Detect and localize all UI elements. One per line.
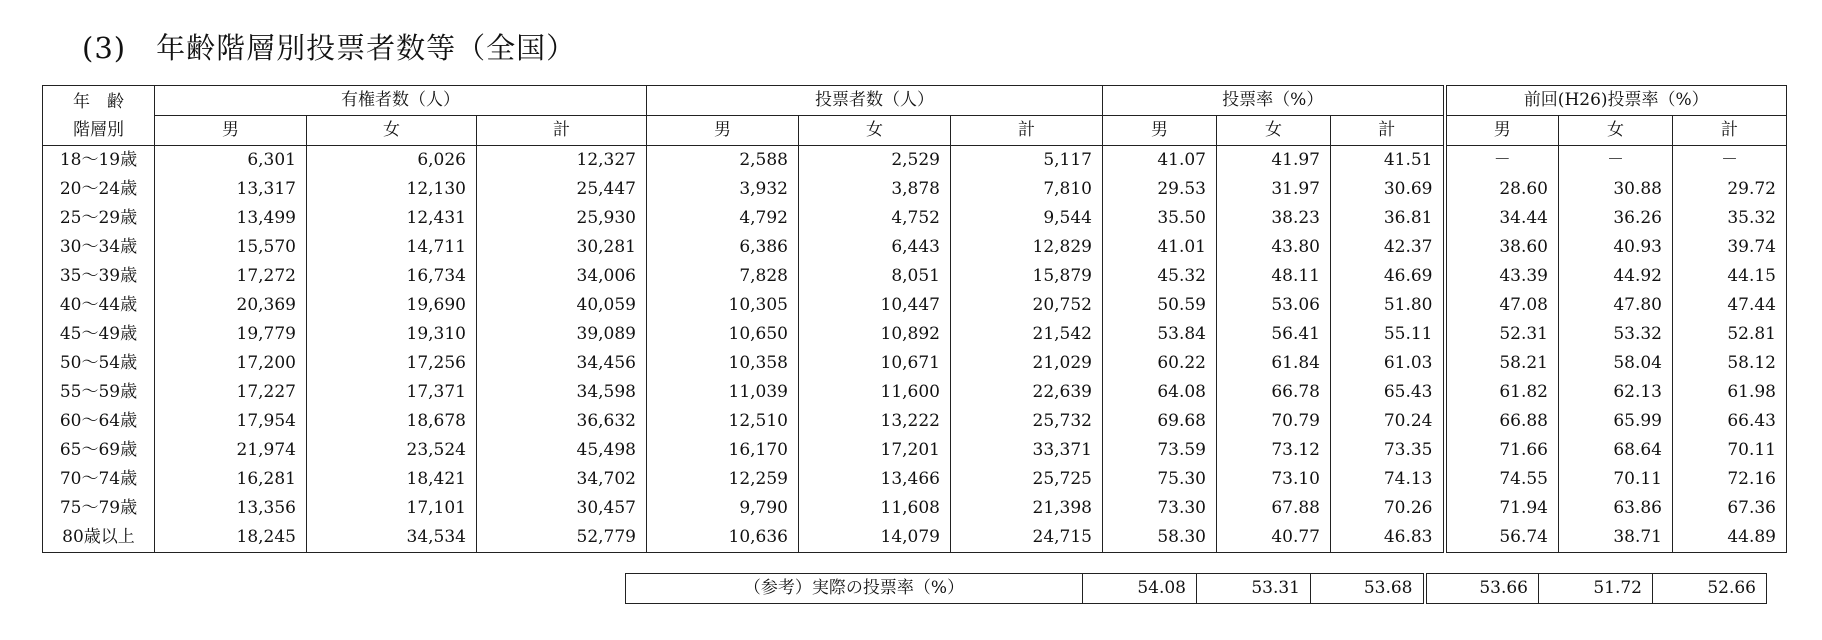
electorate-male-cell: 21,974: [155, 436, 307, 465]
previous-turnout-male-cell: 56.74: [1445, 523, 1559, 553]
previous-turnout-female-cell: 58.04: [1559, 349, 1673, 378]
age-group-cell: 18～19歳: [43, 146, 155, 176]
previous-turnout-total-cell: 61.98: [1673, 378, 1787, 407]
turnout-female-cell: 31.97: [1217, 175, 1331, 204]
voters-total-cell: 15,879: [951, 262, 1103, 291]
turnout-female-cell: 38.23: [1217, 204, 1331, 233]
electorate-total-cell: 52,779: [477, 523, 647, 553]
electorate-female-cell: 23,524: [307, 436, 477, 465]
electorate-group-header: 有権者数（人）: [155, 86, 647, 116]
sub-header-total: 計: [1331, 116, 1445, 146]
table-row: [43, 349, 1787, 378]
previous-turnout-total-cell: 72.16: [1673, 465, 1787, 494]
voters-total-cell: 12,829: [951, 233, 1103, 262]
turnout-total-cell: 61.03: [1331, 349, 1445, 378]
voters-total-cell: 24,715: [951, 523, 1103, 553]
sub-header-male: 男: [647, 116, 799, 146]
sub-header-total: 計: [1673, 116, 1787, 146]
turnout-by-age-table: [42, 85, 1787, 553]
electorate-female-cell: 14,711: [307, 233, 477, 262]
electorate-female-cell: 17,371: [307, 378, 477, 407]
turnout-female-cell: 53.06: [1217, 291, 1331, 320]
table-row: [43, 436, 1787, 465]
previous-turnout-male-cell: 47.08: [1445, 291, 1559, 320]
electorate-female-cell: 18,421: [307, 465, 477, 494]
table-row: [43, 494, 1787, 523]
electorate-total-cell: 40,059: [477, 291, 647, 320]
electorate-female-cell: 17,256: [307, 349, 477, 378]
electorate-total-cell: 25,930: [477, 204, 647, 233]
turnout-total-cell: 51.80: [1331, 291, 1445, 320]
turnout-female-cell: 48.11: [1217, 262, 1331, 291]
turnout-total-cell: 36.81: [1331, 204, 1445, 233]
age-group-cell: 60～64歳: [43, 407, 155, 436]
electorate-female-cell: 16,734: [307, 262, 477, 291]
table-row: [43, 262, 1787, 291]
table-row: [43, 407, 1787, 436]
sub-header-total: 計: [477, 116, 647, 146]
voters-group-header: 投票者数（人）: [647, 86, 1103, 116]
electorate-male-cell: 6,301: [155, 146, 307, 176]
electorate-male-cell: 17,272: [155, 262, 307, 291]
previous-turnout-female-cell: 68.64: [1559, 436, 1673, 465]
voters-female-cell: 2,529: [799, 146, 951, 176]
voters-female-cell: 3,878: [799, 175, 951, 204]
voters-total-cell: 20,752: [951, 291, 1103, 320]
previous-turnout-female-cell: 44.92: [1559, 262, 1673, 291]
turnout-female-cell: 40.77: [1217, 523, 1331, 553]
previous-turnout-total-cell: 44.89: [1673, 523, 1787, 553]
turnout-female-cell: 56.41: [1217, 320, 1331, 349]
turnout-female-cell: 41.97: [1217, 146, 1331, 176]
electorate-female-cell: 19,310: [307, 320, 477, 349]
previous-turnout-female-cell: 63.86: [1559, 494, 1673, 523]
electorate-male-cell: 16,281: [155, 465, 307, 494]
voters-total-cell: 21,542: [951, 320, 1103, 349]
table-row: [43, 320, 1787, 349]
sub-header-male: 男: [155, 116, 307, 146]
electorate-female-cell: 12,431: [307, 204, 477, 233]
previous-turnout-male-cell: 52.31: [1445, 320, 1559, 349]
previous-turnout-female-cell: 47.80: [1559, 291, 1673, 320]
age-group-cell: 20～24歳: [43, 175, 155, 204]
age-header-line-2: 階層別: [73, 119, 124, 140]
voters-female-cell: 10,671: [799, 349, 951, 378]
turnout-female-cell: 66.78: [1217, 378, 1331, 407]
sub-header-female: 女: [1217, 116, 1331, 146]
age-group-cell: 50～54歳: [43, 349, 155, 378]
electorate-male-cell: 13,317: [155, 175, 307, 204]
turnout-male-cell: 41.07: [1103, 146, 1217, 176]
reference-previous-male: 53.66: [1425, 574, 1539, 604]
previous-turnout-female-cell: 36.26: [1559, 204, 1673, 233]
previous-turnout-total-cell: 66.43: [1673, 407, 1787, 436]
voters-male-cell: 12,259: [647, 465, 799, 494]
turnout-male-cell: 58.30: [1103, 523, 1217, 553]
electorate-total-cell: 36,632: [477, 407, 647, 436]
previous-turnout-female-cell: 30.88: [1559, 175, 1673, 204]
previous-turnout-group-header: 前回(H26)投票率（%）: [1445, 86, 1787, 116]
turnout-female-cell: 67.88: [1217, 494, 1331, 523]
electorate-total-cell: 34,702: [477, 465, 647, 494]
reference-label: （参考）実際の投票率（%）: [626, 574, 1083, 604]
previous-turnout-total-cell: 70.11: [1673, 436, 1787, 465]
turnout-male-cell: 73.30: [1103, 494, 1217, 523]
turnout-total-cell: 42.37: [1331, 233, 1445, 262]
voters-total-cell: 33,371: [951, 436, 1103, 465]
turnout-total-cell: 73.35: [1331, 436, 1445, 465]
voters-total-cell: 21,029: [951, 349, 1103, 378]
voters-male-cell: 10,358: [647, 349, 799, 378]
age-group-cell: 40～44歳: [43, 291, 155, 320]
age-group-cell: 30～34歳: [43, 233, 155, 262]
voters-female-cell: 14,079: [799, 523, 951, 553]
age-group-cell: 45～49歳: [43, 320, 155, 349]
previous-turnout-male-cell: 74.55: [1445, 465, 1559, 494]
table-body: [43, 146, 1787, 553]
previous-turnout-male-cell: 34.44: [1445, 204, 1559, 233]
electorate-male-cell: 17,227: [155, 378, 307, 407]
electorate-total-cell: 30,457: [477, 494, 647, 523]
voters-female-cell: 10,447: [799, 291, 951, 320]
turnout-male-cell: 64.08: [1103, 378, 1217, 407]
turnout-total-cell: 70.26: [1331, 494, 1445, 523]
previous-turnout-total-cell: 47.44: [1673, 291, 1787, 320]
age-group-cell: 55～59歳: [43, 378, 155, 407]
voters-total-cell: 25,732: [951, 407, 1103, 436]
turnout-male-cell: 45.32: [1103, 262, 1217, 291]
sub-header-female: 女: [307, 116, 477, 146]
previous-turnout-male-cell: 61.82: [1445, 378, 1559, 407]
sub-header-female: 女: [1559, 116, 1673, 146]
voters-female-cell: 6,443: [799, 233, 951, 262]
voters-female-cell: 13,222: [799, 407, 951, 436]
previous-turnout-male-cell: 38.60: [1445, 233, 1559, 262]
electorate-male-cell: 18,245: [155, 523, 307, 553]
electorate-total-cell: 34,598: [477, 378, 647, 407]
voters-total-cell: 5,117: [951, 146, 1103, 176]
previous-turnout-female-cell: 65.99: [1559, 407, 1673, 436]
reference-turnout-total: 53.68: [1311, 574, 1425, 604]
age-group-cell: 25～29歳: [43, 204, 155, 233]
table-row: [43, 378, 1787, 407]
voters-total-cell: 25,725: [951, 465, 1103, 494]
turnout-male-cell: 35.50: [1103, 204, 1217, 233]
electorate-male-cell: 17,200: [155, 349, 307, 378]
turnout-group-header: 投票率（%）: [1103, 86, 1445, 116]
previous-turnout-total-cell: 35.32: [1673, 204, 1787, 233]
previous-turnout-total-cell: 52.81: [1673, 320, 1787, 349]
voters-male-cell: 10,305: [647, 291, 799, 320]
age-group-cell: 75～79歳: [43, 494, 155, 523]
table-row: [43, 291, 1787, 320]
previous-turnout-male-cell: 28.60: [1445, 175, 1559, 204]
voters-female-cell: 13,466: [799, 465, 951, 494]
voters-male-cell: 2,588: [647, 146, 799, 176]
previous-turnout-total-cell: 58.12: [1673, 349, 1787, 378]
previous-turnout-total-cell: 67.36: [1673, 494, 1787, 523]
electorate-female-cell: 12,130: [307, 175, 477, 204]
previous-turnout-total-cell: 39.74: [1673, 233, 1787, 262]
voters-total-cell: 22,639: [951, 378, 1103, 407]
electorate-male-cell: 17,954: [155, 407, 307, 436]
turnout-male-cell: 69.68: [1103, 407, 1217, 436]
turnout-male-cell: 53.84: [1103, 320, 1217, 349]
reference-turnout-female: 53.31: [1197, 574, 1311, 604]
electorate-male-cell: 19,779: [155, 320, 307, 349]
turnout-male-cell: 75.30: [1103, 465, 1217, 494]
voters-male-cell: 11,039: [647, 378, 799, 407]
voters-female-cell: 17,201: [799, 436, 951, 465]
electorate-female-cell: 17,101: [307, 494, 477, 523]
reference-turnout-male: 54.08: [1083, 574, 1197, 604]
electorate-total-cell: 30,281: [477, 233, 647, 262]
voters-male-cell: 16,170: [647, 436, 799, 465]
previous-turnout-male-cell: 58.21: [1445, 349, 1559, 378]
table-row: [43, 523, 1787, 553]
page-title: (3) 年齢階層別投票者数等（全国）: [82, 31, 577, 65]
previous-turnout-female-cell: 53.32: [1559, 320, 1673, 349]
turnout-total-cell: 41.51: [1331, 146, 1445, 176]
turnout-total-cell: 46.69: [1331, 262, 1445, 291]
previous-turnout-male-cell: 71.66: [1445, 436, 1559, 465]
electorate-total-cell: 25,447: [477, 175, 647, 204]
reference-table: [625, 573, 1767, 604]
electorate-female-cell: 18,678: [307, 407, 477, 436]
voters-male-cell: 10,650: [647, 320, 799, 349]
voters-male-cell: 6,386: [647, 233, 799, 262]
turnout-female-cell: 70.79: [1217, 407, 1331, 436]
voters-male-cell: 10,636: [647, 523, 799, 553]
previous-turnout-male-cell: 66.88: [1445, 407, 1559, 436]
voters-total-cell: 21,398: [951, 494, 1103, 523]
electorate-male-cell: 20,369: [155, 291, 307, 320]
previous-turnout-female-cell: 70.11: [1559, 465, 1673, 494]
turnout-female-cell: 43.80: [1217, 233, 1331, 262]
sub-header-male: 男: [1445, 116, 1559, 146]
electorate-female-cell: 34,534: [307, 523, 477, 553]
voters-female-cell: 11,600: [799, 378, 951, 407]
turnout-total-cell: 74.13: [1331, 465, 1445, 494]
electorate-total-cell: 45,498: [477, 436, 647, 465]
electorate-male-cell: 15,570: [155, 233, 307, 262]
electorate-male-cell: 13,356: [155, 494, 307, 523]
electorate-total-cell: 12,327: [477, 146, 647, 176]
table-row: [43, 204, 1787, 233]
age-group-cell: 80歳以上: [43, 523, 155, 553]
age-group-cell: 35～39歳: [43, 262, 155, 291]
turnout-total-cell: 70.24: [1331, 407, 1445, 436]
age-group-cell: 65～69歳: [43, 436, 155, 465]
turnout-female-cell: 73.12: [1217, 436, 1331, 465]
voters-total-cell: 7,810: [951, 175, 1103, 204]
voters-female-cell: 8,051: [799, 262, 951, 291]
voters-male-cell: 12,510: [647, 407, 799, 436]
sub-header-total: 計: [951, 116, 1103, 146]
sub-header-female: 女: [799, 116, 951, 146]
turnout-female-cell: 73.10: [1217, 465, 1331, 494]
electorate-male-cell: 13,499: [155, 204, 307, 233]
previous-turnout-total-cell: 29.72: [1673, 175, 1787, 204]
electorate-female-cell: 19,690: [307, 291, 477, 320]
voters-male-cell: 3,932: [647, 175, 799, 204]
electorate-total-cell: 34,006: [477, 262, 647, 291]
turnout-total-cell: 46.83: [1331, 523, 1445, 553]
voters-male-cell: 7,828: [647, 262, 799, 291]
turnout-male-cell: 60.22: [1103, 349, 1217, 378]
previous-turnout-total-cell: －: [1673, 146, 1787, 176]
sub-header-male: 男: [1103, 116, 1217, 146]
turnout-male-cell: 73.59: [1103, 436, 1217, 465]
electorate-total-cell: 34,456: [477, 349, 647, 378]
voters-male-cell: 4,792: [647, 204, 799, 233]
table-row: [43, 465, 1787, 494]
age-column-header: [43, 86, 155, 146]
voters-total-cell: 9,544: [951, 204, 1103, 233]
previous-turnout-female-cell: －: [1559, 146, 1673, 176]
previous-turnout-male-cell: －: [1445, 146, 1559, 176]
previous-turnout-female-cell: 40.93: [1559, 233, 1673, 262]
reference-previous-female: 51.72: [1539, 574, 1653, 604]
voters-female-cell: 11,608: [799, 494, 951, 523]
age-group-cell: 70～74歳: [43, 465, 155, 494]
reference-previous-total: 52.66: [1653, 574, 1767, 604]
previous-turnout-total-cell: 44.15: [1673, 262, 1787, 291]
electorate-female-cell: 6,026: [307, 146, 477, 176]
turnout-female-cell: 61.84: [1217, 349, 1331, 378]
turnout-total-cell: 65.43: [1331, 378, 1445, 407]
table-row: [43, 233, 1787, 262]
previous-turnout-female-cell: 62.13: [1559, 378, 1673, 407]
turnout-male-cell: 50.59: [1103, 291, 1217, 320]
turnout-male-cell: 41.01: [1103, 233, 1217, 262]
voters-male-cell: 9,790: [647, 494, 799, 523]
table-row: [43, 146, 1787, 176]
turnout-male-cell: 29.53: [1103, 175, 1217, 204]
reference-row: [626, 574, 1767, 604]
previous-turnout-male-cell: 43.39: [1445, 262, 1559, 291]
previous-turnout-male-cell: 71.94: [1445, 494, 1559, 523]
turnout-total-cell: 30.69: [1331, 175, 1445, 204]
voters-female-cell: 10,892: [799, 320, 951, 349]
voters-female-cell: 4,752: [799, 204, 951, 233]
previous-turnout-female-cell: 38.71: [1559, 523, 1673, 553]
electorate-total-cell: 39,089: [477, 320, 647, 349]
age-header-line-1: 年 齢: [73, 91, 124, 112]
table-row: [43, 175, 1787, 204]
turnout-total-cell: 55.11: [1331, 320, 1445, 349]
